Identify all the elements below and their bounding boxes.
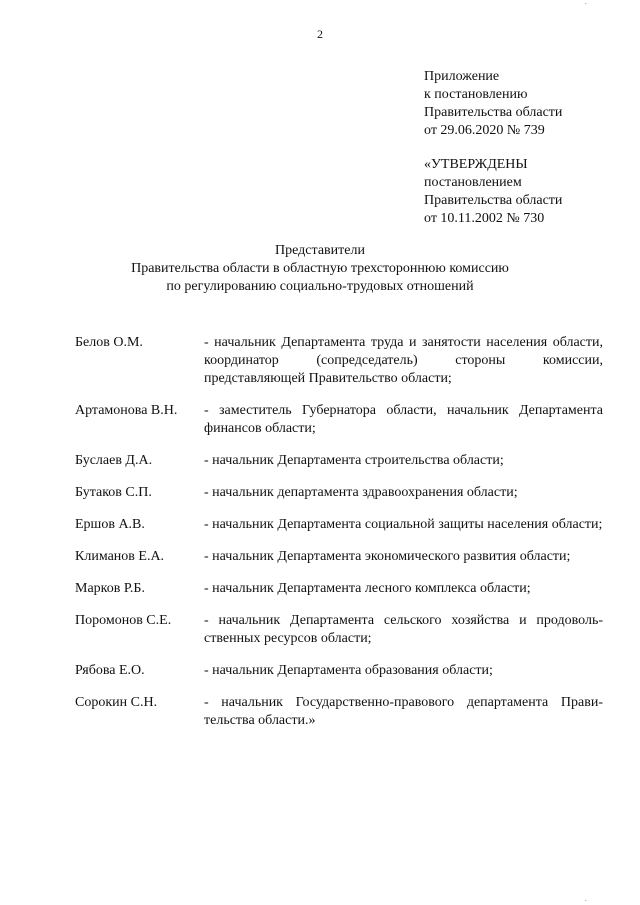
approved-line: «УТВЕРЖДЕНЫ [424, 157, 528, 172]
page-number: 2 [317, 27, 323, 41]
member-row [75, 662, 603, 680]
member-role: - начальник Департамента образования области; [204, 663, 493, 678]
title-line: по регулированию социально-трудовых отношений [166, 279, 474, 294]
approved-line: постановлением [424, 175, 522, 190]
title-line: Представители [275, 243, 365, 258]
member-role: - начальник Департамента экономического развития области; [204, 549, 571, 564]
title-line: Правительства области в областную трехстороннюю комиссию [131, 261, 509, 276]
document-title [0, 242, 640, 296]
member-role: - начальник Департамента сельского хозяйства и продовольственных ресурсов области; [204, 613, 603, 646]
member-row [75, 548, 603, 566]
member-row [75, 484, 603, 502]
scan-mark-top: · [584, 0, 588, 8]
member-row [75, 612, 603, 648]
member-name: Сорокин С.Н. [75, 695, 158, 710]
member-row [75, 580, 603, 598]
member-role: - начальник Департамента строительства области; [204, 453, 504, 468]
approved-line: Правительства области [424, 193, 563, 208]
member-role: - начальник Государственно-правового департамента Правительства области.» [204, 695, 603, 728]
member-name: Буслаев Д.А. [75, 453, 153, 468]
appendix-line: Правительства области [424, 105, 563, 120]
scan-mark-bottom: · [584, 897, 588, 905]
member-row [75, 402, 603, 438]
members-list [75, 334, 603, 730]
member-name: Климанов Е.А. [75, 549, 165, 564]
member-name: Поромонов С.Е. [75, 613, 172, 628]
approved-line: от 10.11.2002 № 730 [424, 211, 545, 226]
member-role: - начальник департамента здравоохранения области; [204, 485, 518, 500]
member-name: Артамонова В.Н. [75, 403, 178, 418]
approved-block [424, 156, 624, 228]
member-name: Бутаков С.П. [75, 485, 152, 500]
member-role: - начальник Департамента лесного комплекса области; [204, 581, 531, 596]
member-role: - начальник Департамента социальной защиты населения области; [204, 517, 603, 532]
appendix-line: от 29.06.2020 № 739 [424, 123, 545, 138]
member-row [75, 452, 603, 470]
member-name: Рябова Е.О. [75, 663, 145, 678]
member-role: - начальник Департамента труда и занятости населения области, координатор (сопредседатель) стороны комиссии, представляющей Правительство области; [204, 335, 603, 386]
member-name: Марков Р.Б. [75, 581, 145, 596]
member-row [75, 516, 603, 534]
appendix-line: Приложение [424, 69, 500, 84]
member-row [75, 334, 603, 388]
member-role: - заместитель Губернатора области, начальник Департамента финансов области; [204, 403, 603, 436]
appendix-line: к постановлению [424, 87, 528, 102]
member-name: Ершов А.В. [75, 517, 145, 532]
appendix-block [424, 68, 624, 140]
member-name: Белов О.М. [75, 335, 143, 350]
member-row [75, 694, 603, 730]
